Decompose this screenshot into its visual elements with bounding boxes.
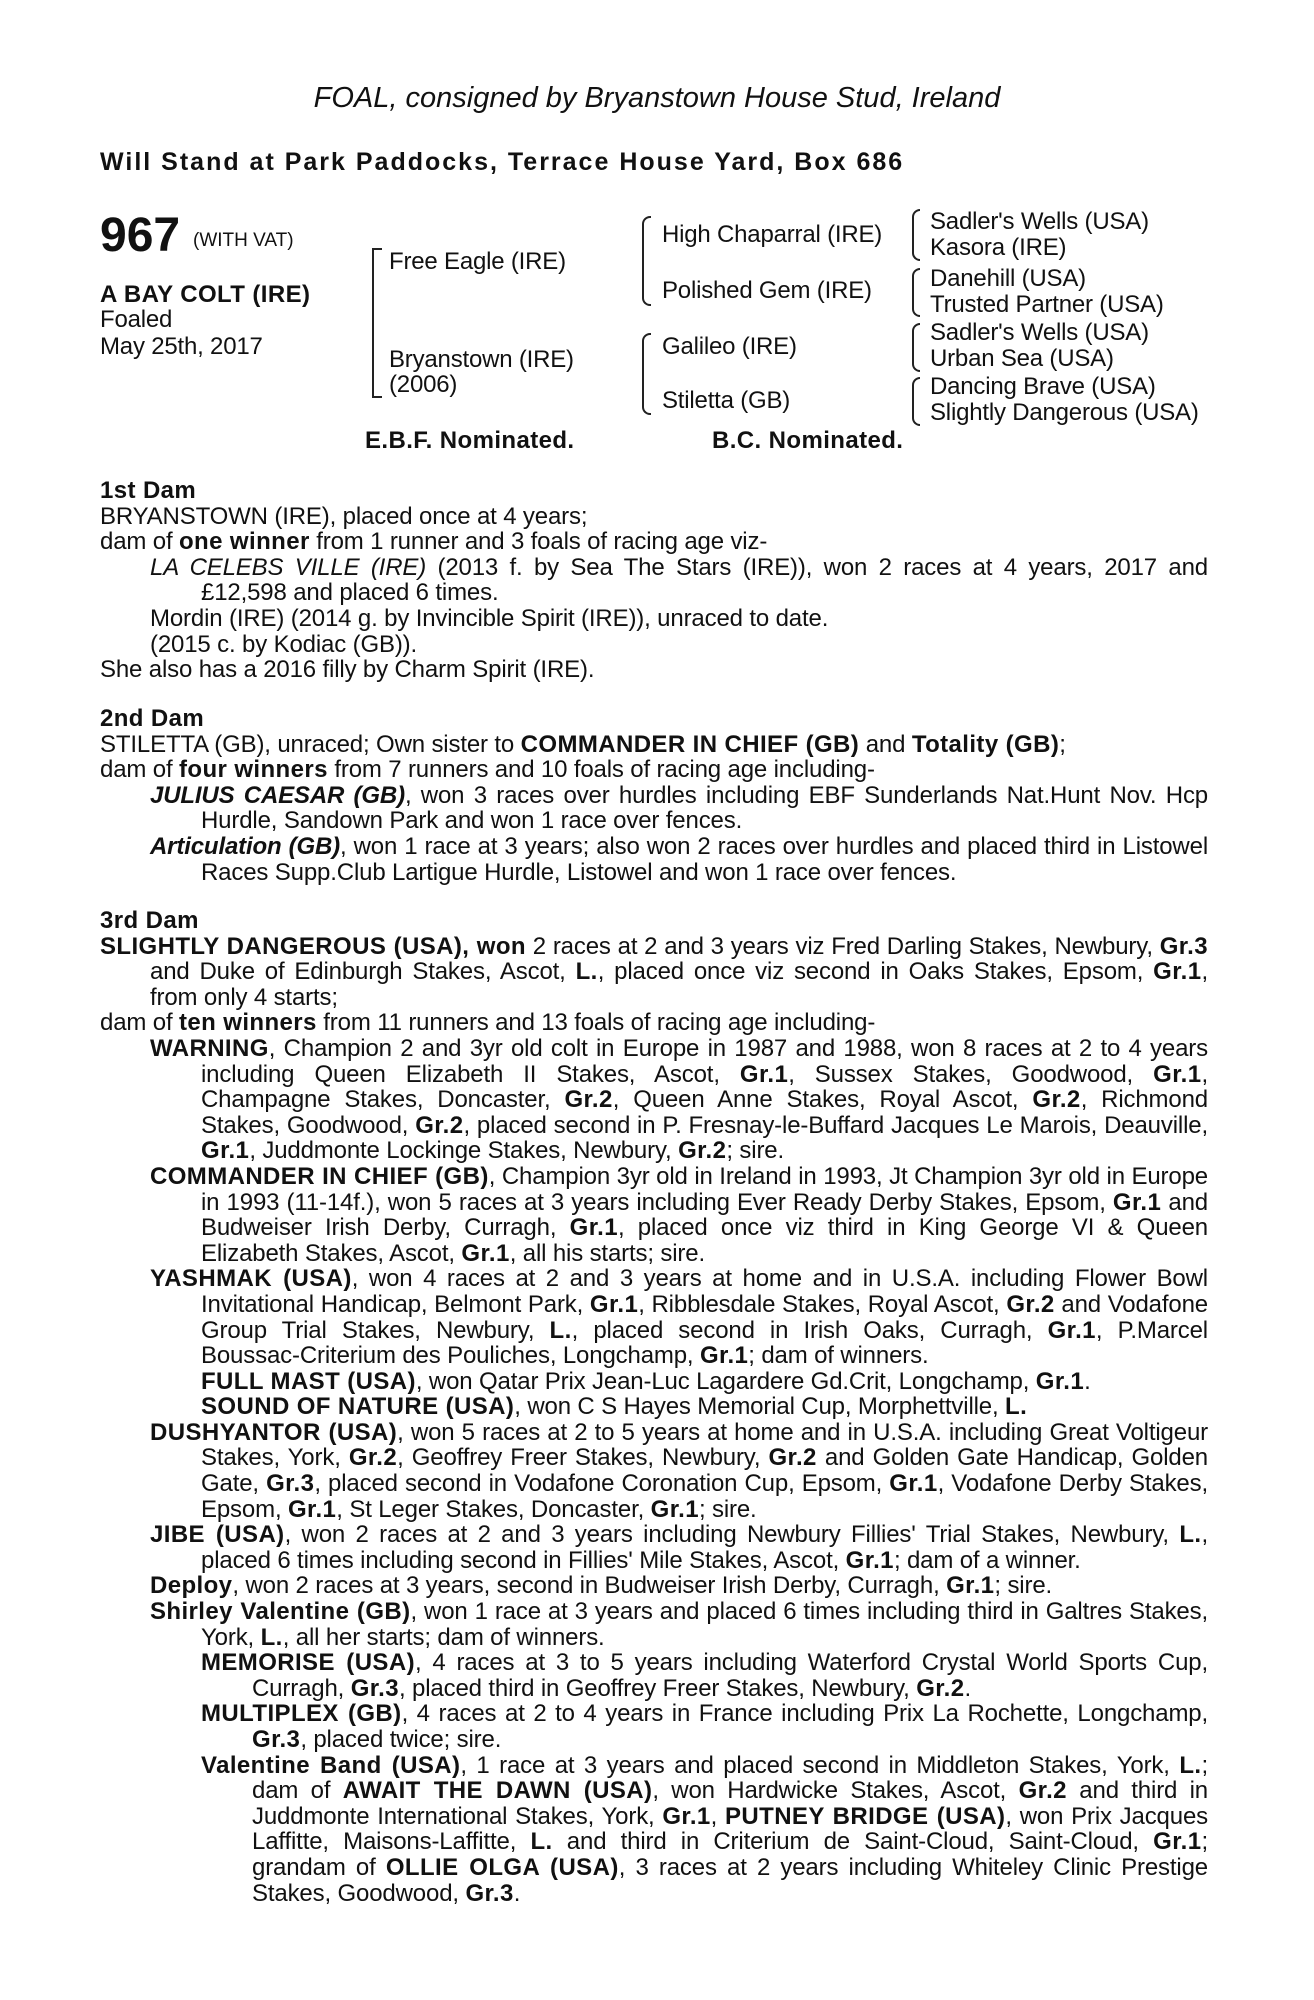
pedigree-g3: Danehill (USA) (930, 265, 1086, 292)
pedigree-bracket (372, 248, 382, 398)
produce-yashmak: YASHMAK (USA), won 4 races at 2 and 3 years at home and in U.S.A. including Flower Bowl Invitational Handicap, Belmont Park, Gr.1, Ribblesdale Stakes, Royal Ascot, Gr.2 and Vodafone Group Trial Stakes, Newbury, L., placed second in Irish Oaks, Curragh, Gr.1, P.Marcel Boussac-Criterium des Pouliches, Longchamp, Gr.1; dam of winners. (150, 1265, 1208, 1370)
produce-commander-in-chief: COMMANDER IN CHIEF (GB), Champion 3yr old in Ireland in 1993, Jt Champion 3yr old in Europe in 1993 (11-14f.), won 5 races at 3 years including Ever Ready Derby Stakes, Epsom, Gr.1 and Budweiser Irish Derby, Curragh, Gr.1, placed once viz third in King George VI & Queen Elizabeth Stakes, Ascot, Gr.1, all his starts; sire. (150, 1162, 1208, 1267)
ebf-nominated: E.B.F. Nominated. (365, 427, 575, 454)
produce-memorise: MEMORISE (USA), 4 races at 3 to 5 years including Waterford Crystal World Sports Cup, Curragh, Gr.3, placed third in Geoffrey Freer Stakes, Newbury, Gr.2. (201, 1649, 1208, 1702)
stand-location: Will Stand at Park Paddocks, Terrace House Yard, Box 686 (100, 148, 905, 176)
pedigree-dam-year: (2006) (389, 371, 458, 398)
pedigree-bracket (912, 268, 920, 317)
pedigree-g7: Dancing Brave (USA) (930, 373, 1156, 400)
produce-valentine-band: Valentine Band (USA), 1 race at 3 years and placed second in Middleton Stakes, York, L.; dam of AWAIT THE DAWN (USA), won Hardwicke Stakes, Ascot, Gr.2 and third in Juddmonte International Stakes, York, Gr.1, PUTNEY BRIDGE (USA), won Prix Jacques Laffitte, Maisons-Laffitte, L. and third in Criterium de Saint-Cloud, Saint-Cloud, Gr.1; grandam of OLLIE OLGA (USA), 3 races at 2 years including Whiteley Clinic Prestige Stakes, Goodwood, Gr.3. (201, 1751, 1209, 1907)
pedigree-bracket (912, 377, 920, 426)
pedigree-dam-sire: Galileo (IRE) (662, 333, 797, 360)
third-dam-section (100, 908, 1208, 1906)
pedigree-g8: Slightly Dangerous (USA) (930, 399, 1199, 426)
pedigree-bracket (642, 333, 651, 415)
pedigree-sire-sire: High Chaparral (IRE) (662, 221, 883, 248)
pedigree-bracket (912, 323, 920, 372)
produce-julius-caesar: JULIUS CAESAR (GB), won 3 races over hurdles including EBF Sunderlands Nat.Hunt Nov. Hcp Hurdle, Sandown Park and won 1 race over fences. (150, 781, 1208, 835)
produce-dushyantor: DUSHYANTOR (USA), won 5 races at 2 to 5 years at home and in U.S.A. including Great Voltigeur Stakes, York, Gr.2, Geoffrey Freer Stakes, Newbury, Gr.2 and Golden Gate Handicap, Golden Gate, Gr.3, placed second in Vodafone Coronation Cup, Epsom, Gr.1, Vodafone Derby Stakes, Epsom, Gr.1, St Leger Stakes, Doncaster, Gr.1; sire. (150, 1418, 1208, 1523)
pedigree-g4: Trusted Partner (USA) (930, 291, 1164, 318)
first-dam-section (100, 478, 1208, 683)
produce-articulation: Articulation (GB), won 1 race at 3 years; also won 2 races over hurdles and placed third in Listowel Races Supp.Club Lartigue Hurdle, Listowel and won 1 race over fences. (150, 832, 1208, 886)
produce-warning: WARNING, Champion 2 and 3yr old colt in Europe in 1987 and 1988, won 8 races at 2 to 4 years including Queen Elizabeth II Stakes, Ascot, Gr.1, Sussex Stakes, Goodwood, Gr.1, Champagne Stakes, Doncaster, Gr.2, Queen Anne Stakes, Royal Ascot, Gr.2, Richmond Stakes, Goodwood, Gr.2, placed second in P. Fresnay-le-Buffard Jacques Le Marois, Deauville, Gr.1, Juddmonte Lockinge Stakes, Newbury, Gr.2; sire. (150, 1034, 1208, 1165)
produce-mordin: Mordin (IRE) (2014 g. by Invincible Spirit (IRE)), unraced to date. (150, 604, 829, 632)
pedigree-bracket (912, 209, 920, 261)
pedigree-g5: Sadler's Wells (USA) (930, 319, 1149, 346)
second-dam-heading: 2nd Dam (100, 705, 205, 732)
produce-2015-colt: (2015 c. by Kodiac (GB)). (150, 630, 418, 658)
pedigree-bracket (642, 216, 651, 306)
lot-description: A BAY COLT (IRE) (100, 281, 311, 308)
second-dam-section (100, 706, 1208, 885)
first-dam-heading: 1st Dam (100, 477, 197, 504)
produce-jibe: JIBE (USA), won 2 races at 2 and 3 years including Newbury Fillies' Trial Stakes, Newbury, L., placed 6 times including second in Fillies' Mile Stakes, Ascot, Gr.1; dam of a winner. (150, 1521, 1208, 1574)
third-dam-name: SLIGHTLY DANGEROUS (USA), won 2 races at 2 and 3 years viz Fred Darling Stakes, Newbury, Gr.3 and Duke of Edinburgh Stakes, Ascot, L., placed once viz second in Oaks Stakes, Epsom, Gr.1, from only 4 starts; (100, 932, 1209, 1011)
third-dam-produce-summary: dam of ten winners from 11 runners and 13 foals of racing age including- (100, 1009, 876, 1037)
produce-multiplex: MULTIPLEX (GB), 4 races at 2 to 4 years in France including Prix La Rochette, Longchamp, Gr.3, placed twice; sire. (201, 1700, 1209, 1753)
produce-sound-of-nature: SOUND OF NATURE (USA), won C S Hayes Memorial Cup, Morphettville, L. (201, 1393, 1028, 1421)
third-dam-heading: 3rd Dam (100, 907, 199, 934)
pedigree-dam: Bryanstown (IRE) (389, 346, 574, 373)
pedigree-sire: Free Eagle (IRE) (389, 248, 566, 275)
page-header: FOAL, consigned by Bryanstown House Stud, Ireland (313, 82, 1001, 114)
second-dam-name: STILETTA (GB), unraced; Own sister to COMMANDER IN CHIEF (GB) and Totality (GB); (100, 730, 1066, 758)
lot-number: 967 (100, 209, 181, 262)
second-dam-produce-summary: dam of four winners from 7 runners and 10 foals of racing age including- (100, 756, 875, 784)
pedigree-sire-dam: Polished Gem (IRE) (662, 277, 872, 304)
lot-vat: (WITH VAT) (193, 230, 294, 251)
foaled-label: Foaled (100, 306, 173, 333)
foaled-date: May 25th, 2017 (100, 333, 263, 360)
first-dam-name: BRYANSTOWN (IRE), placed once at 4 years; (100, 502, 588, 530)
produce-la-celebs-ville: LA CELEBS VILLE (IRE) (2013 f. by Sea The Stars (IRE)), won 2 races at 4 years, 2017 and £12,598 and placed 6 times. (150, 553, 1208, 607)
produce-shirley-valentine: Shirley Valentine (GB), won 1 race at 3 years and placed 6 times including third in Galtres Stakes, York, L., all her starts; dam of winners. (150, 1598, 1208, 1651)
pedigree-g2: Kasora (IRE) (930, 234, 1067, 261)
bc-nominated: B.C. Nominated. (712, 427, 904, 454)
pedigree-g1: Sadler's Wells (USA) (930, 208, 1149, 235)
first-dam-produce-summary: dam of one winner from 1 runner and 3 foals of racing age viz- (100, 528, 768, 556)
pedigree-dam-dam: Stiletta (GB) (662, 387, 791, 414)
produce-2016-filly: She also has a 2016 filly by Charm Spirit (IRE). (100, 656, 595, 684)
produce-deploy: Deploy, won 2 races at 3 years, second in Budweiser Irish Derby, Curragh, Gr.1; sire. (150, 1572, 1053, 1600)
produce-full-mast: FULL MAST (USA), won Qatar Prix Jean-Luc Lagardere Gd.Crit, Longchamp, Gr.1. (201, 1367, 1091, 1395)
pedigree-g6: Urban Sea (USA) (930, 345, 1114, 372)
